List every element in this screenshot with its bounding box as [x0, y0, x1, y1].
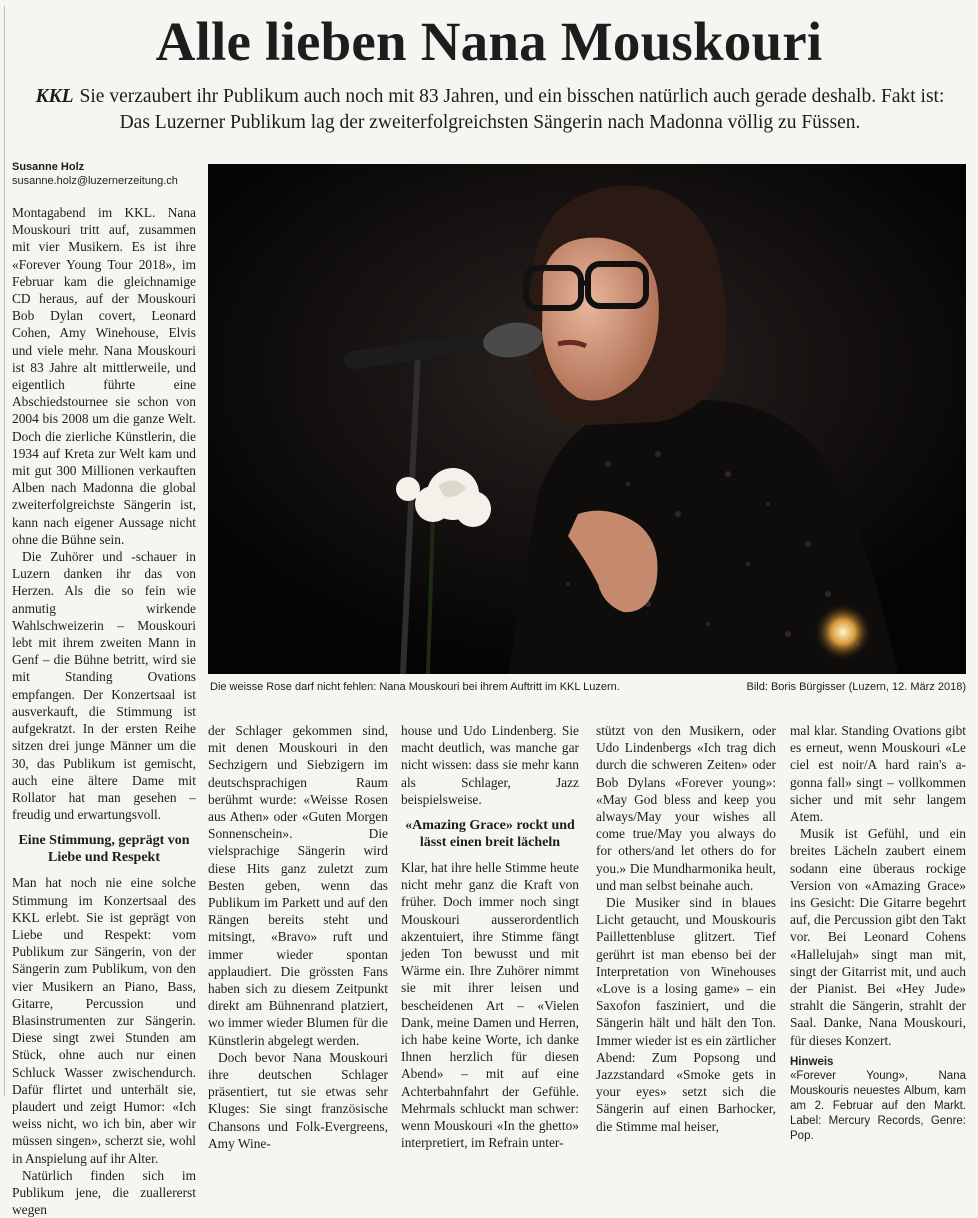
article-photo [208, 164, 966, 674]
article-column-2 [208, 722, 388, 1151]
headline: Alle lieben Nana Mouskouri [155, 11, 823, 72]
body-paragraph: Natürlich finden sich im Publikum jene, die zuallererst wegen [12, 1167, 196, 1218]
note-text: «Forever Young», Nana Mouskouris neuestes Album, kam am 2. Februar auf den Markt. Label: Mercury Records, Genre: Pop. [790, 1069, 966, 1142]
concert-photo-illustration [208, 164, 966, 674]
body-paragraph: Die Musiker sind in blaues Licht getaucht, und Mouskouris Paillettenbluse glitzert. Tief gerührt ist man ebenso bei der Interpretation von Winehouses «Love is a losing game» – ein Saxofon fasziniert, und die Sängerin hält und hält den Ton. Immer wieder ist es ein zärtlicher Abend: Zum Popsong und Jazzstandard «Smoke gets in your eyes» setzt sich die Sängerin auf einen Barhocker, die Stimme mal heiser, [596, 895, 776, 1134]
subheading: Eine Stimmung, geprägt von Liebe und Respekt [18, 833, 190, 866]
body-paragraph: Doch bevor Nana Mouskouri ihre deutschen Schlager präsentiert, tut sie etwas sehr Kluges: Sie singt französische Chansons und Folk-Evergreens, Amy Wine- [208, 1049, 388, 1151]
author-email[interactable]: susanne.holz@luzernerzeitung.ch [12, 175, 178, 187]
body-paragraph: der Schlager gekommen sind, mit denen Mouskouri in den Sechzigern und Siebzigern im deutschsprachigen Raum berühmt wurde: «Weisse Rosen aus Athen» oder «Guten Morgen Sonnenschein». Die vielsprachige Sängerin wird diese Hits ganz zuletzt zum Besten geben, wenn das Publikum im Parkett und auf den Rängen bereits steht und mitsingt, «Bravo» ruft und immer wieder spontan applaudiert. Die grössten Fans haben sich zu diesem Zeitpunkt direkt am Bühnenrand platziert, wo immer wieder Blumen für die Künstlerin abgelegt werden. [208, 723, 388, 1048]
subheading: «Amazing Grace» rockt und lässt einen breit lächeln [405, 818, 575, 851]
rubric-label: KKL [35, 86, 74, 107]
body-paragraph: mal klar. Standing Ovations gibt es erneut, wenn Mouskouri «Le ciel est noir/A hard rain's a-gonna fall» singt – vollkommen sicher und mit sehr langem Atem. [790, 723, 966, 825]
body-paragraph: Musik ist Gefühl, und ein breites Lächeln zaubert einem sodann eine überaus rockige Version von «Amazing Grace» ins Gesicht: Die Gitarre begehrt auf, die Percussion gibt den Takt vor. Bei Leonard Cohens «Hallelujah» singt man mit, singt der Gitarrist mit, und auch der Pianist. Bei «Hey Jude» strahlt die Sängerin, strahlt der Saal. Danke, Nana Mouskouri, für dieses Konzert. [790, 826, 966, 1048]
note-title: Hinweis [790, 1055, 834, 1068]
body-paragraph: stützt von den Musikern, oder Udo Lindenbergs «Ich trag dich durch die schweren Zeiten» oder Bob Dylans «Forever young»: «May God bless and keep you always/May your wishes all come true/May you always do for others/and let others do for you.» Die Mundharmonika heult, und man selbst beinahe auch. [596, 723, 776, 893]
author-name: Susanne Holz [12, 161, 85, 173]
body-paragraph: Montagabend im KKL. Nana Mouskouri tritt auf, zusammen mit vier Musikern. Es ist ihre «Forever Young Tour 2018», im Februar kam die gleichnamige CD heraus, auf der Mouskouri Bob Dylan covert, Leonard Cohen, Amy Winehouse, Elvis und viele mehr. Nana Mouskouri ist 83 Jahre alt mittlerweile, und eigentlich führte eine Abschiedstournee sie schon von 2004 bis 2008 um die ganze Welt. Doch die zierliche Künstlerin, die 1934 auf Kreta zur Welt kam und mit gut 300 Millionen verkauften Alben nach Madonna die global zweiterfolgreichste Sängerin ist, kann nach eigener Aussage nicht ohne die Bühne sein. [12, 205, 196, 547]
lead-paragraph [20, 84, 960, 136]
body-paragraph: house und Udo Lindenberg. Sie macht deutlich, was manche gar nicht wissen: dass sie mehr kann als Schlager, Jazz beispielsweise. [401, 723, 579, 807]
article-column-1 [12, 204, 196, 1218]
body-paragraph: Man hat noch nie eine solche Stimmung im Konzertsaal des KKL erlebt. Sie ist geprägt von Liebe und Respekt: vom Publikum zur Sängerin, von der Sängerin zum Publikum, von den vier Musikern an Piano, Bass, Gitarre, Percussion und Blasinstrumenten zur Sängerin. Diese singt zwei Stunden am Stück, ohne auch nur einen Schluck Wasser zwischendurch. Dafür flirtet und unterhält sie, plaudert und zeigt Humor: «Ich weiss nicht, wo ich bin, aber wir müssen singen», scherzt sie, wohl in Anspielung auf ihr Alter. [12, 875, 196, 1166]
caption-text: Die weisse Rose darf nicht fehlen: Nana Mouskouri bei ihrem Auftritt im KKL Luzern. [210, 681, 620, 693]
photo-caption [210, 680, 966, 694]
article-column-4 [596, 722, 776, 1134]
lead-text: Sie verzaubert ihr Publikum auch noch mit 83 Jahren, und ein bisschen natürlich auch gerade deshalb. Fakt ist: Das Luzerner Publikum lag der zweiterfolgreichsten Sängerin nach Madonna völlig zu Füssen. [79, 86, 945, 133]
byline [12, 160, 178, 188]
body-paragraph: Klar, hat ihre helle Stimme heute nicht mehr ganz die Kraft von früher. Doch immer noch singt Mouskouri ausserordentlich akzentuiert, ihre Stimme fängt jeden Ton bewusst und mit Wärme ein. Ihre Zuhörer nimmt sie mit ihrer leisen und bescheidenen Art – «Vielen Dank, meine Damen und Herren, ich habe keine Worte, ich danke Ihnen herzlich für diesen Abend» – mit auf eine Achterbahnfahrt der Gefühle. Mehrmals schluckt man schwer: wenn Mouskouri «In the ghetto» interpretiert, im Refrain unter- [401, 860, 579, 1151]
body-paragraph: Die Zuhörer und -schauer in Luzern danken ihr das von Herzen. Als die so fein wie anmutig wirkende Wahlschweizerin – Mouskouri lebt mit ihrem zweiten Mann in Genf – die Bühne betritt, wird sie mit Standing Ovations empfangen. Der Konzertsaal ist ausverkauft, die Stimmung ist aufgekratzt. In der ersten Reihe sitzen drei junge Männer um die 30, das Publikum ist gemischt, auch eine ältere Dame mit Rollator hat man gesehen – freudig und erwartungsvoll. [12, 549, 196, 823]
photo-credit: Bild: Boris Bürgisser (Luzern, 12. März 2018) [746, 681, 966, 693]
article-column-5 [790, 722, 966, 1142]
page-edge-rule [4, 6, 5, 1096]
article-column-3 [401, 722, 579, 1151]
